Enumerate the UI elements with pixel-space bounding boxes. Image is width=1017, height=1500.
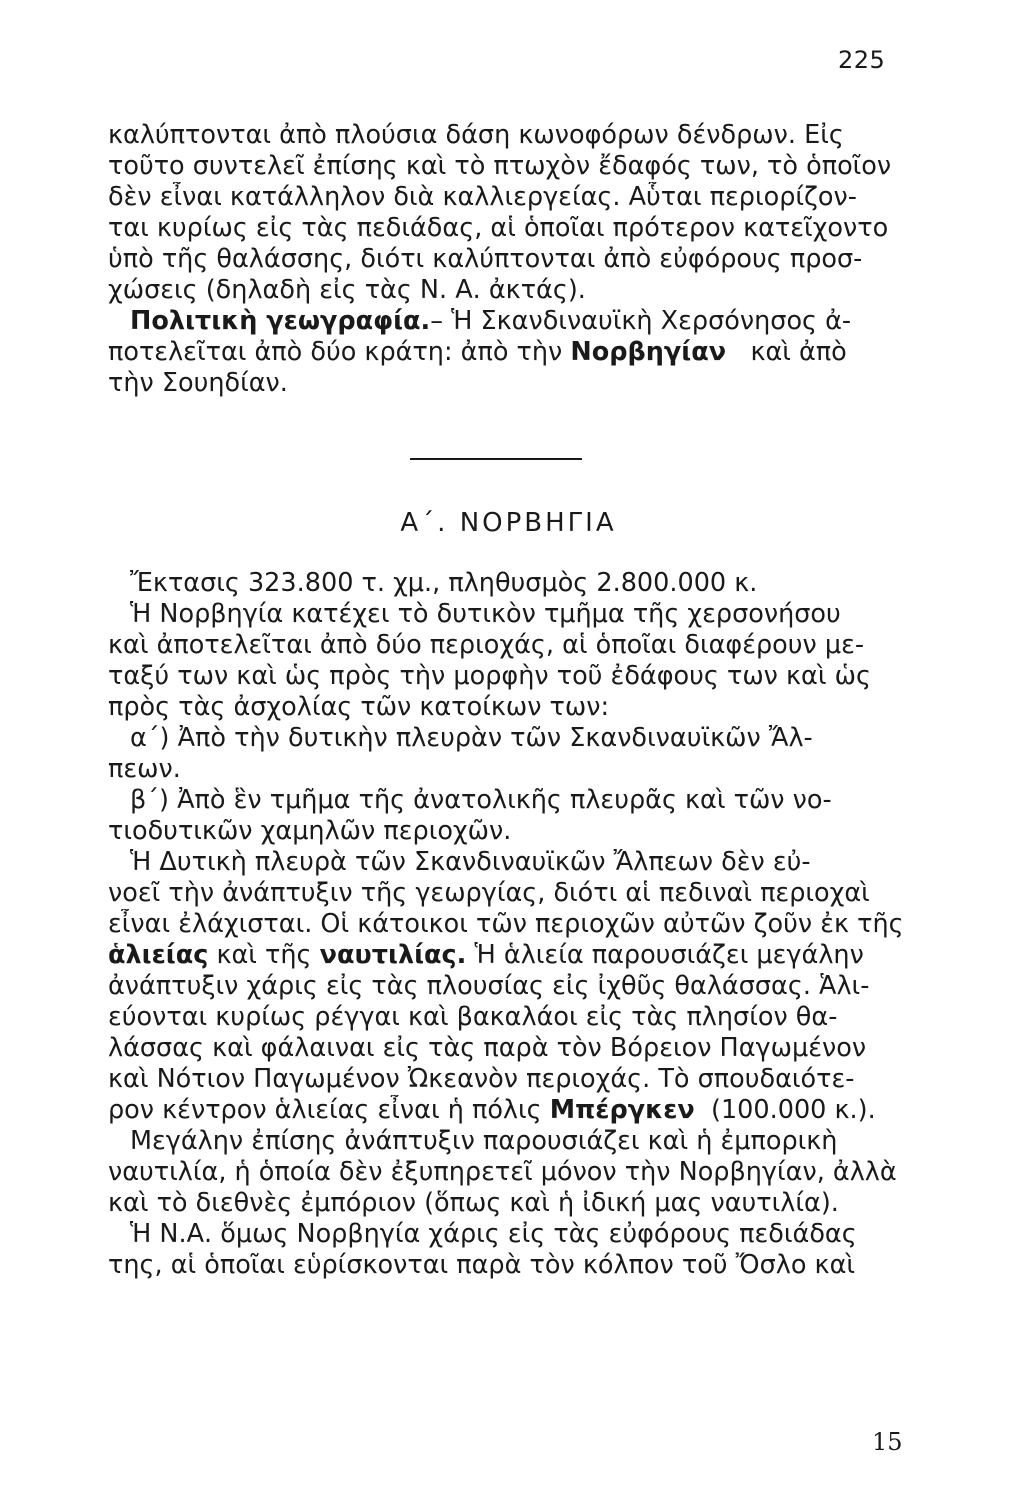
text-line: Ἡ Νορβηγία κατέχει τὸ δυτικὸν τμῆμα τῆς χερσονήσου: [130, 599, 841, 629]
political-geography-heading: Πολιτικὴ γεωγραφία.: [130, 306, 431, 336]
text-line: πεων.: [108, 754, 181, 784]
text-line: ται κυρίως εἰς τὰς πεδιάδας, αἱ ὁποῖαι πρότερον κατεῖχοντο: [108, 213, 889, 243]
text-line: [108, 1095, 930, 1126]
text-line: τιοδυτικῶν χαμηλῶν περιοχῶν.: [108, 816, 512, 846]
bold-term-fishing: ἁλιείας: [108, 940, 209, 970]
text-line: Μεγάλην ἐπίσης ἀνάπτυξιν παρουσιάζει καὶ ἡ ἐμπορικὴ: [130, 1126, 838, 1156]
text-span: (100.000 κ.).: [711, 1095, 876, 1125]
text-line: Ἡ Δυτικὴ πλευρὰ τῶν Σκανδιναυϊκῶν Ἄλπεων δὲν εὐ-: [130, 847, 811, 877]
text-span: καὶ τῆς: [216, 940, 312, 970]
text-span: ρον κέντρον ἁλιείας εἶναι ἡ πόλις: [108, 1095, 542, 1125]
text-line: ὑπὸ τῆς θαλάσσης, διότι καλύπτονται ἀπὸ εὐφόρους προσ-: [108, 244, 863, 274]
text-line: τοῦτο συντελεῖ ἐπίσης καὶ τὸ πτωχὸν ἔδαφός των, τὸ ὁποῖον: [108, 151, 892, 181]
text-line: Ἡ Ν.Α. ὅμως Νορβηγία χάρις εἰς τὰς εὐφόρους πεδιάδας: [130, 1219, 857, 1249]
bold-term-shipping: ναυτιλίας.: [319, 940, 467, 970]
text-span: ποτελεῖται ἀπὸ δύο κράτη: ἀπὸ τὴν: [108, 337, 563, 367]
text-span: Ἡ ἁλιεία παρουσιάζει μεγάλην: [474, 940, 864, 970]
text-line: τὴν Σουηδίαν.: [108, 368, 288, 398]
intro-paragraphs: [108, 120, 930, 399]
text-line: καλύπτονται ἀπὸ πλούσια δάση κωνοφόρων δένδρων. Εἰς: [108, 120, 844, 150]
text-span: καὶ ἀπὸ: [750, 337, 847, 367]
text-line: δὲν εἶναι κατάλληλον διὰ καλλιεργείας. Αὗται περιορίζον-: [108, 182, 857, 212]
section-title: Α΄. ΝΟΡΒΗΓΙΑ: [400, 508, 617, 538]
text-line: α΄) Ἀπὸ τὴν δυτικὴν πλευρὰν τῶν Σκανδιναυϊκῶν Ἄλ-: [130, 723, 813, 753]
text-line: καὶ ἀποτελεῖται ἀπὸ δύο περιοχάς, αἱ ὁποῖαι διαφέρουν με-: [108, 630, 865, 660]
norway-section-text: [108, 568, 930, 1281]
text-line: εύονται κυρίως ρέγγαι καὶ βακαλάοι εἰς τὰς πλησίον θα-: [108, 1002, 838, 1032]
text-line: ναυτιλία, ἡ ὁποία δὲν ἐξυπηρετεῖ μόνον τὴν Νορβηγίαν, ἀλλὰ: [108, 1157, 897, 1187]
text-line: [108, 306, 930, 337]
text-line: β΄) Ἀπὸ ἓν τμῆμα τῆς ἀνατολικῆς πλευρᾶς καὶ τῶν νο-: [130, 785, 832, 815]
text-line: [108, 940, 930, 971]
page-number: 225: [838, 46, 886, 74]
bold-term-norway: Νορβηγίαν: [570, 337, 727, 367]
text-line: ἀνάπτυξιν χάρις εἰς τὰς πλουσίας εἰς ἰχθῦς θαλάσσας. Ἁλι-: [108, 971, 870, 1001]
signature-mark: 15: [872, 1428, 903, 1456]
text-span: – Ἡ Σκανδιναυϊκὴ Χερσόνησος ἀ-: [430, 306, 852, 336]
bold-term-bergen: Μπέργκεν: [549, 1095, 695, 1125]
text-line: Ἔκτασις 323.800 τ. χμ., πληθυσμὸς 2.800.000 κ.: [130, 568, 758, 598]
section-divider: [410, 458, 582, 460]
text-line: της, αἱ ὁποῖαι εὑρίσκονται παρὰ τὸν κόλπον τοῦ Ὄσλο καὶ: [108, 1250, 856, 1280]
text-line: εἶναι ἐλάχισται. Οἱ κάτοικοι τῶν περιοχῶν αὐτῶν ζοῦν ἐκ τῆς: [108, 909, 904, 939]
text-line: ταξύ των καὶ ὡς πρὸς τὴν μορφὴν τοῦ ἐδάφους των καὶ ὡς: [108, 661, 871, 691]
text-line: [108, 337, 930, 368]
text-line: χώσεις (δηλαδὴ εἰς τὰς Ν. Α. ἀκτάς).: [108, 275, 586, 305]
text-line: νοεῖ τὴν ἀνάπτυξιν τῆς γεωργίας, διότι αἱ πεδιναὶ περιοχαὶ: [108, 878, 870, 908]
text-line: καὶ Νότιον Παγωμένον Ὠκεανὸν περιοχάς. Τὸ σπουδαιότε-: [108, 1064, 855, 1094]
text-line: καὶ τὸ διεθνὲς ἐμπόριον (ὅπως καὶ ἡ ἰδική μας ναυτιλία).: [108, 1188, 839, 1218]
text-line: λάσσας καὶ φάλαιναι εἰς τὰς παρὰ τὸν Βόρειον Παγωμένον: [108, 1033, 867, 1063]
text-line: πρὸς τὰς ἀσχολίας τῶν κατοίκων των:: [108, 692, 610, 722]
